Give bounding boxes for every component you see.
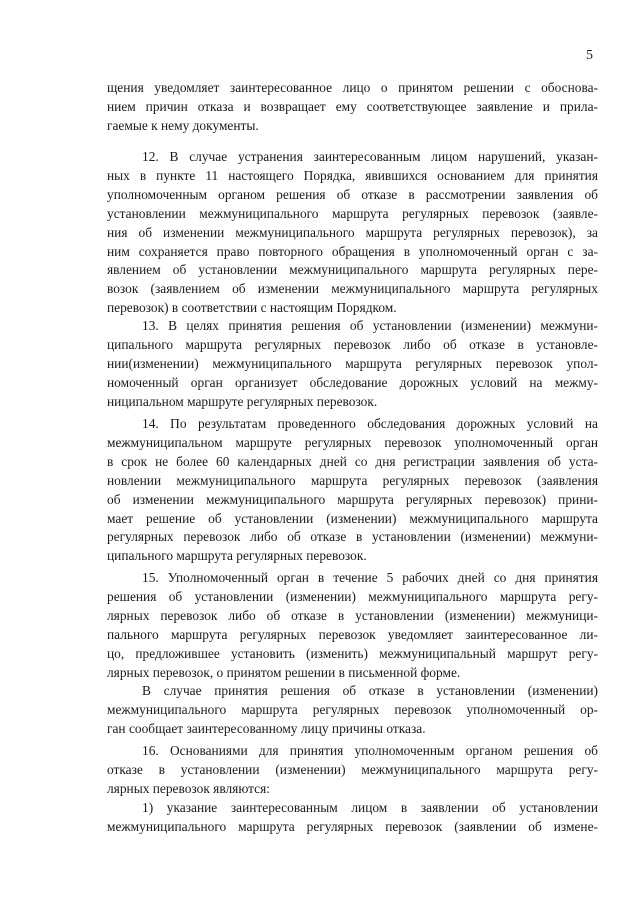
text-line: отказе в установлении (изменении) межмуниципального маршрута регу- [107, 761, 598, 777]
text-line: пального маршрута регулярных перевозок уведомляет заинтересованное ли- [107, 626, 598, 642]
text-line: в срок не более 60 календарных дней со дня регистрации заявления об уста- [107, 453, 598, 469]
paragraph-13 [107, 317, 598, 412]
text-line: 12. В случае устранения заинтересованным лицом нарушений, указан- [142, 149, 598, 164]
text-line: мает решение об установлении (изменении) межмуниципального маршрута [107, 510, 598, 526]
text-line: ных в пункте 11 настоящего Порядка, явившихся основанием для принятия [107, 167, 598, 183]
text-line: ния об изменении межмуниципального маршрута регулярных перевозок), за [107, 224, 598, 240]
text-line: перевозок) в соответствии с настоящим Порядком. [107, 300, 397, 316]
text-line: ним сохраняется право повторного обращения в уполномоченный орган с за- [107, 243, 598, 259]
text-line: явлением об установлении межмуниципального маршрута регулярных пере- [107, 262, 598, 278]
paragraph-continuation [107, 79, 598, 136]
text-line: межмуниципальном маршруте регулярных перевозок уполномоченный орган [107, 434, 598, 450]
text-line: 14. По результатам проведенного обследования дорожных условий на [142, 416, 598, 431]
text-line: возок (заявлением об изменении межмуниципального маршрута регулярных [107, 281, 598, 297]
paragraph-16 [107, 742, 598, 799]
text-line: решения об установлении (изменении) межмуниципального маршрута регу- [107, 588, 598, 604]
text-line: межмуниципального маршрута регулярных перевозок (заявлении об измене- [107, 818, 598, 834]
text-line: гаемые к нему документы. [107, 117, 259, 133]
text-line: 1) указание заинтересованным лицом в заявлении об установлении [142, 800, 598, 815]
text-line: В случае принятия решения об отказе в установлении (изменении) [142, 683, 598, 698]
text-line: щения уведомляет заинтересованное лицо о принятом решении с обоснова- [107, 80, 598, 95]
text-line: 16. Основаниями для принятия уполномоченным органом решения об [142, 743, 598, 758]
text-line: ган сообщает заинтересованному лицу причины отказа. [107, 720, 426, 736]
paragraph-12 [107, 148, 598, 318]
text-line: межмуниципального маршрута регулярных перевозок уполномоченный ор- [107, 701, 598, 717]
text-line: 13. В целях принятия решения об установлении (изменении) межмуни- [142, 318, 598, 333]
text-line: номоченный орган организует обследование дорожных условий на межму- [107, 374, 598, 390]
text-line: ципального маршрута регулярных перевозок либо об отказе в установле- [107, 336, 598, 352]
text-line: лярных перевозок, о принятом решении в письменной форме. [107, 664, 461, 680]
text-line: 15. Уполномоченный орган в течение 5 рабочих дней со дня принятия [142, 570, 598, 585]
text-line: установлении межмуниципального маршрута регулярных перевозок (заявле- [107, 205, 598, 221]
text-line: нии(изменении) межмуниципального маршрута регулярных перевозок упол- [107, 355, 598, 371]
text-line: регулярных перевозок либо об отказе в установлении (изменении) межмуни- [107, 529, 598, 545]
text-line: цо, предложившее установить (изменить) межмуниципальный маршрут регу- [107, 645, 598, 661]
text-line: уполномоченным органом решения об отказе в рассмотрении заявления об [107, 186, 598, 202]
paragraph-15 [107, 569, 598, 682]
text-line: лярных перевозок либо об отказе в установлении (изменении) межмуници- [107, 607, 598, 623]
page-number: 5 [586, 48, 593, 63]
text-line: новлении межмуниципального маршрута регулярных перевозок (заявления [107, 472, 598, 488]
text-line: лярных перевозок являются: [107, 780, 270, 796]
paragraph-15-refusal [107, 682, 598, 739]
paragraph-14 [107, 415, 598, 566]
paragraph-16-item-1 [107, 799, 598, 837]
text-line: об изменении межмуниципального маршрута регулярных перевозок) прини- [107, 491, 598, 507]
text-line: ципального маршрута регулярных перевозок. [107, 548, 367, 564]
text-line: нием причин отказа и возвращает ему соответствующее заявление и прила- [107, 98, 598, 114]
text-line: ниципальном маршруте регулярных перевозок. [107, 393, 378, 409]
